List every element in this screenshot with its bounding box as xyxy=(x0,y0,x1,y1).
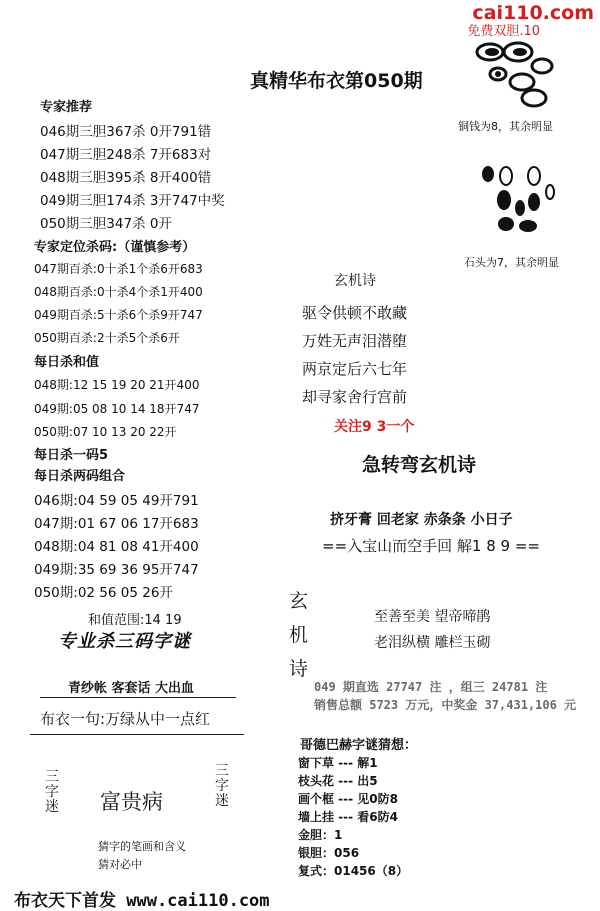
divider xyxy=(40,697,236,698)
position-kill-row: 047期百杀:0十杀1个杀6开683 xyxy=(34,262,203,276)
coins-caption: 铜钱为8，其余明显 xyxy=(458,120,553,133)
two-kill-row: 046期:04 59 05 49开791 xyxy=(34,493,199,509)
mystic-line: 两京定后六七年 xyxy=(302,360,408,378)
mystic-heading: 玄机诗 xyxy=(334,273,376,289)
sum-range: 和值范围:14 19 xyxy=(88,613,182,628)
expert-row: 049期三胆174杀 3开747中奖 xyxy=(40,193,225,209)
turn-words: 挤牙膏 回老家 赤条条 小日子 xyxy=(330,512,513,528)
sharp-turn-title: 急转弯玄机诗 xyxy=(362,454,477,476)
page-title: 真精华布衣第050期 xyxy=(250,70,423,92)
two-kill-row: 047期:01 67 06 17开683 xyxy=(34,516,199,532)
stones-picture xyxy=(476,162,556,236)
expert-row: 048期三胆395杀 8开400错 xyxy=(40,170,212,186)
two-kill-row: 048期:04 81 08 41开400 xyxy=(34,539,199,555)
follow-note: 关注9 3一个 xyxy=(334,419,415,435)
goethe-row: 枝头花 --- 出5 xyxy=(298,774,378,788)
sum-kill-heading: 每日杀和值 xyxy=(34,355,100,370)
goethe-row: 金胆：1 xyxy=(298,828,343,842)
stones-caption: 石头为7，其余明显 xyxy=(464,256,559,269)
sum-kill-row: 050期:07 10 13 20 22开 xyxy=(34,425,177,439)
pro-riddle-title: 专业杀三码字谜 xyxy=(58,631,191,652)
goethe-heading: 哥德巴赫字谜猜想： xyxy=(300,738,418,753)
site-logo: cai110.com xyxy=(472,2,594,24)
left-riddle-tag: 三字迷 xyxy=(45,769,59,815)
draw-stats: 049 期直选 27747 注 ，组三 24781 注 xyxy=(314,680,548,694)
goethe-row: 银胆：056 xyxy=(298,846,360,860)
position-kill-row: 049期百杀:5十杀6个杀9开747 xyxy=(34,308,203,322)
sum-kill-row: 048期:12 15 19 20 21开400 xyxy=(34,378,200,392)
vertical-poem-char: 机 xyxy=(289,624,309,646)
position-kill-heading: 专家定位杀码:（谨慎参考） xyxy=(34,240,196,255)
two-kill-row: 050期:02 56 05 26开 xyxy=(34,585,173,601)
mystic-line: 万姓无声泪潜堕 xyxy=(302,332,408,350)
position-kill-row: 048期百杀:0十杀4个杀1开400 xyxy=(34,285,203,299)
position-kill-row: 050期百杀:2十杀5个杀6开 xyxy=(34,331,180,345)
riddle-phrases: 青纱帐 客套话 大出血 xyxy=(68,681,195,696)
site-subtitle: 免费双胆.10 xyxy=(467,24,540,39)
sum-kill-row: 049期:05 08 10 14 18开747 xyxy=(34,402,200,416)
vertical-poem-char: 玄 xyxy=(289,590,309,612)
riddle-hint: 猜字的笔画和含义 xyxy=(98,840,186,853)
riddle-word: 富贵病 xyxy=(100,790,163,814)
expert-row: 046期三胆367杀 0开791错 xyxy=(40,124,212,140)
vertical-poem-line: 至善至美 望帝啼鹃 xyxy=(374,609,491,625)
goethe-row: 墙上挂 --- 看6防4 xyxy=(298,810,398,824)
right-riddle-tag: 三字迷 xyxy=(215,763,229,809)
goethe-row: 复式：01456（8） xyxy=(298,864,409,878)
mystic-line: 却寻家舍行宫前 xyxy=(302,388,408,406)
vertical-poem-char: 诗 xyxy=(289,658,309,680)
two-kill-row: 049期:35 69 36 95开747 xyxy=(34,562,199,578)
goethe-row: 窗下草 --- 解1 xyxy=(298,756,378,770)
vertical-poem-line: 老泪纵横 雕栏玉砌 xyxy=(374,635,491,651)
expert-heading: 专家推荐 xyxy=(40,100,93,115)
expert-row: 047期三胆248杀 7开683对 xyxy=(40,147,212,163)
two-kill-heading: 每日杀两码组合 xyxy=(34,469,126,484)
footer: 布衣天下首发 www.cai110.com xyxy=(14,891,270,911)
turn-answer: ==入宝山而空手回 解1 8 9 == xyxy=(322,537,540,555)
expert-row: 050期三胆347杀 0开 xyxy=(40,216,172,232)
riddle-hint: 猜对必中 xyxy=(98,858,142,871)
coins-picture xyxy=(472,38,556,110)
one-kill-heading: 每日杀一码5 xyxy=(34,448,109,463)
buyi-line: 布衣一句:万绿从中一点红 xyxy=(40,710,211,728)
sales-stats: 销售总额 5723 万元，中奖金 37,431,106 元 xyxy=(314,698,577,712)
divider xyxy=(30,734,244,735)
mystic-line: 驱令供顿不敢藏 xyxy=(302,304,408,322)
goethe-row: 画个框 --- 见0防8 xyxy=(298,792,398,806)
